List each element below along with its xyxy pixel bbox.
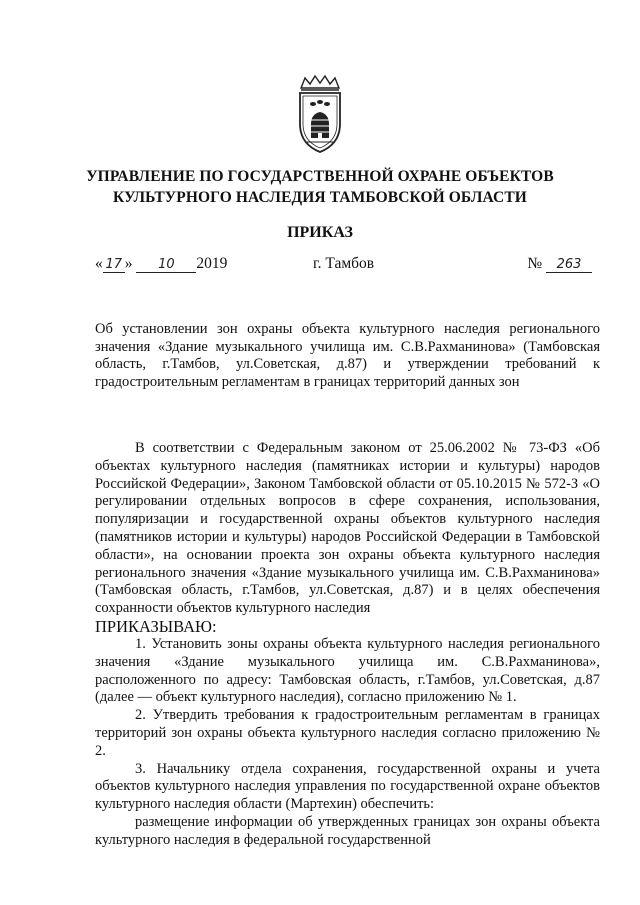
order-subject: Об установлении зон охраны объекта культурного наследия регионального значения «Здание музыкального училища им. С.В.Рахманинова» (Тамбовская область, г.Тамбов, ул.Советская, д.87) и утверждении требований к градостроительным регламентам в границах территорий данных зон [95,321,600,390]
org-line-1: УПРАВЛЕНИЕ ПО ГОСУДАРСТВЕННОЙ ОХРАНЕ ОБЪЕКТОВ [86,168,554,185]
number-value: 263 [546,258,592,273]
date-open-quote: « [95,255,103,272]
number-prefix: № [527,255,543,272]
order-city: г. Тамбов [313,255,375,272]
order-item-2: 2. Утвердить требования к градостроительным регламентам в границах территорий зон охраны объекта культурного наследия согласно приложению № 2. [95,707,600,759]
order-word: ПРИКАЗЫВАЮ: [95,616,217,636]
order-item-1: 1. Установить зоны охраны объекта культурного наследия регионального значения «Здание музыкального училища им. С.В.Рахманинова», расположенного по адресу: Тамбовская область, г.Тамбов, ул.Советская, д.87 (далее — объект культурного наследия), согласно приложению № 1. [95,635,600,706]
preamble-paragraph: В соответствии с Федеральным законом от 25.06.2002 № 73-ФЗ «Об объектах культурного наследия (памятниках истории и культуры) народов Российской Федерации», Законом Тамбовской области от 05.10.2015 № 572-З «О регулировании отдельных вопросов в сфере сохранения, использования, популяризации и государственной охраны объектов культурного наследия (памятников истории и культуры) народов Российской Федерации в Тамбовской области», на основании проекта зон охраны объекта культурного наследия регионального значения «Здание музыкального училища им. С.В.Рахманинова» (Тамбовская область, г.Тамбов, ул.Советская, д.87) и в целях обеспечения сохранности объектов культурного наследия [95,440,600,617]
date-day: 17 [103,258,125,273]
order-body [95,440,600,850]
date-year: 2019 [196,255,228,272]
order-item-3-sub: размещение информации об утвержденных границах зон охраны объекта культурного наследия в федеральной государственной [95,813,600,848]
organization-name [0,166,640,208]
date-close-quote: » [124,255,133,272]
document-type: ПРИКАЗ [287,224,353,241]
org-line-2: КУЛЬТУРНОГО НАСЛЕДИЯ ТАМБОВСКОЙ ОБЛАСТИ [113,189,527,206]
order-date [95,255,227,273]
order-number [527,255,592,273]
order-item-3: 3. Начальнику отдела сохранения, государственной охраны и учета объектов культурного наследия управления по государственной охране объектов культурного наследия области (Мартехин) обеспечить: [95,760,600,813]
date-month: 10 [136,258,196,273]
tambov-coat-of-arms-icon [292,74,348,154]
date-line [95,255,600,279]
